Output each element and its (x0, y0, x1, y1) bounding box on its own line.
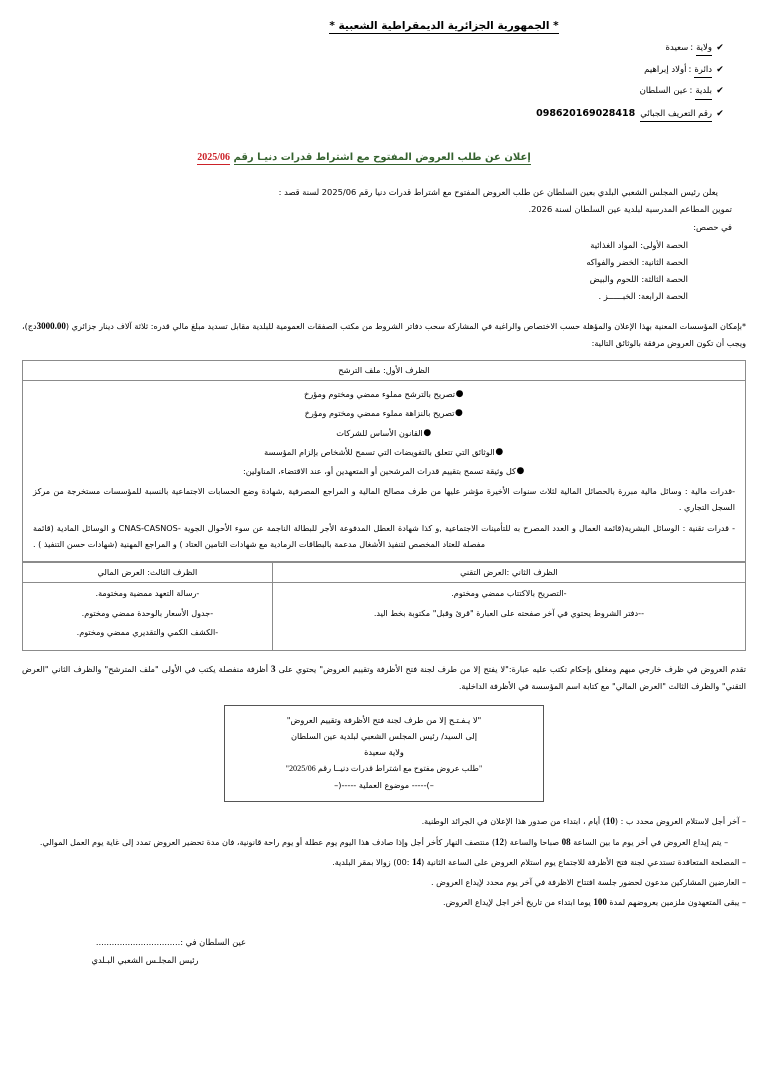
envelope-3-body (23, 583, 273, 651)
final-note-2-num2: 12 (495, 836, 505, 847)
admin-label-baladia: بلدية (695, 85, 712, 99)
envelope-label-box (224, 705, 544, 802)
lot-item-1: الحصة الأولى: المواد الغذائية (590, 240, 688, 251)
bullet-icon: ● (455, 389, 464, 400)
final-note-3-p1: – المصلحة المتعاقدة تستدعي لجنة فتح الأظرفة للاجتماع يوم استلام العروض على الساعة الثانية ( (421, 857, 746, 868)
republic-heading (22, 18, 768, 34)
admin-value-tax-id: 098620169028418 (536, 108, 636, 120)
republic-heading-text: * الجمهورية الجزائرية الديمقراطية الشعبية * (329, 20, 559, 32)
final-note-4 (22, 874, 746, 891)
admin-sep-baladia: : (689, 86, 693, 97)
list-item (29, 465, 739, 478)
envelope-1-requirements (29, 388, 739, 478)
admin-label-wilaya: ولاية (696, 42, 712, 56)
admin-row-tax-id (408, 107, 728, 122)
admin-value-daira: أولاد إبراهيم (644, 64, 687, 75)
final-note-5-p2: يوما ابتداء من تاريخ أخر اجل لإيداع العروض. (443, 897, 594, 908)
final-notes-section (22, 812, 746, 913)
document-header (22, 18, 746, 136)
requirement-text: تصريح بالترشح مملوء ممضي ومختوم ومؤرخ (303, 389, 456, 400)
list-item (29, 427, 739, 440)
submission-note (22, 660, 746, 695)
envelope-2-header: الظرف الثاني :العرض التقني (272, 563, 745, 583)
check-icon: ✔ (716, 109, 724, 120)
table-row (23, 563, 746, 583)
final-note-3-p2: :00) زوالا بمقر البلدية. (332, 857, 413, 868)
envelope-label-line-5: –)----- موضوع العملية -----(– (334, 780, 434, 791)
admin-sep-daira: : (688, 64, 692, 75)
envelope-label-line-2: إلى السيد/ رئيس المجلس الشعبي لبلدية عين السلطان (290, 731, 478, 742)
admin-value-baladia: عين السلطان (639, 86, 688, 97)
submission-note-part-2: أظرفة منفصلة يكتب في الأولى "ملف المترشح" والظرف الثاني "العرض التقني" والظرف الثالث "العرض المالي" مع كتابة اسم المؤسسة في الأظرفة الداخلية. (22, 663, 746, 692)
final-note-5-p1: – يبقى المتعهدون ملزمين بعروضهم لمدة (606, 897, 746, 908)
requirement-text: كل وثيقة تسمح بتقييم قدرات المرشحين أو المتعهدين أو، عند الاقتضاء، المناولين: (243, 465, 516, 476)
administrative-info-list (408, 42, 728, 130)
signature-block (40, 934, 250, 969)
fee-amount: 3000.00 (36, 321, 66, 332)
admin-sep-wilaya: : (690, 43, 694, 53)
final-note-2-p1: – يتم إيداع العروض في أخر يوم ما بين الساعة (570, 836, 729, 847)
intro-line-3: في حصص: (693, 221, 732, 232)
table-row (23, 583, 746, 651)
intro-section (22, 184, 746, 236)
requirement-text: الوثائق التي تتعلق بالتفويضات التي تسمح للأشخاص بإلزام المؤسسة (264, 446, 495, 457)
check-icon: ✔ (716, 43, 724, 53)
envelope-label-line-4: "طلب عروض مفتوح مع اشتراط قدرات دنيــا رقم 2025/06" (285, 763, 483, 773)
final-note-3-num: 14 (412, 857, 422, 868)
final-note-1 (22, 812, 746, 831)
admin-row-wilaya (408, 42, 728, 56)
signature-place-date: عين السلطان في :................................ (95, 937, 246, 948)
envelope-1-body (23, 381, 746, 562)
capacity-technical-text: - قدرات تقنية : الوسائل البشرية(قائمة العمال و العدد المصرح به للتأمينات الاجتماعية ,و كذا شهادة العطل المدفوعة الأجر للبطالة الناجمة عن سوء الأحوال الجوية -CNAS-CASNOS و الوسائل المادية (قائمة مفصلة للعتاد المخصص لتنفيذ الأشغال مدعمة بالبطاقات الرمادية مع شهادات التامين العتاد ) و المراجع المهنية (شهادات حسن التنفيذ ) . (33, 522, 736, 549)
envelope-1-header: الظرف الأول: ملف الترشح (23, 361, 746, 381)
admin-label-tax-id: رقم التعريف الجبائي (640, 108, 712, 122)
bullet-icon: ● (516, 465, 525, 476)
final-note-2 (22, 833, 746, 852)
envelope-3-item-1: -رسالة التعهد ممضية ومختومة. (95, 588, 200, 599)
capacity-financial-text: -قدرات مالية : وسائل مالية مبررة بالحصائل المالية لثلاث سنوات الأخيرة مؤشر عليها من طرف مصالح المالية و المراجع المصرفية ,شهادة وضع الحسابات الاجتماعية بالنسبة للمؤسسات مستخرجة من مركز السجل التجاري . (33, 486, 735, 512)
intro-line-2: تموين المطاعم المدرسية لبلدية عين السلطان لسنة 2026. (528, 204, 732, 215)
final-note-2-p3: ) منتصف النهار كأخر أجل وإذا صادف هذا اليوم يوم عطلة أو يوم راحة قانونية، فان مدة تحضير العروض تمدد إلى غاية يوم العمل الموالي. (39, 836, 496, 847)
signature-role: رئيس المجلـس الشعبي البـلدي (91, 954, 199, 965)
envelope-2-item-1: -التصريح بالاكتتاب ممضي ومختوم. (451, 588, 567, 599)
list-item (29, 388, 739, 401)
envelope-label-wrapper (22, 705, 746, 802)
fee-note (22, 317, 746, 351)
list-item (29, 407, 739, 420)
intro-line-1: يعلن رئيس المجلس الشعبي البلدي بعين السلطان عن طلب العروض المفتوح مع اشتراط قدرات دنيا رقم 2025/06 لسنة قصد : (278, 186, 718, 197)
envelope-label-line-1: "لا يـفـتـح إلا من طرف لجنة فتح الأظرفة وتقييم العروض" (286, 714, 482, 725)
final-note-5-num: 100 (593, 897, 607, 908)
announcement-title-text: إعلان عن طلب العروض المفتوح مع اشتراط قدرات دنيـا رقم (233, 152, 531, 163)
announcement-number: 2025/06 (197, 152, 231, 163)
requirement-text: تصريح بالنزاهة مملوء ممضي ومختوم ومؤرخ (304, 408, 455, 419)
bullet-icon: ● (423, 427, 432, 438)
envelope-2-item-2: --دفتر الشروط يحتوي في آخر صفحته على العبارة "قرئ وقبل" مكتوبة بخط اليد. (373, 607, 645, 618)
admin-row-baladia (408, 85, 728, 99)
bullet-icon: ● (455, 408, 463, 419)
requirement-text: القانون الأساس للشركات (336, 427, 423, 438)
final-note-2-p2: صباحا والساعة ( (504, 836, 562, 847)
final-note-2-num: 08 (561, 836, 571, 847)
check-icon: ✔ (716, 86, 724, 97)
envelope-3-item-2: -جدول الأسعار بالوحدة ممضي ومختوم. (81, 607, 214, 618)
lots-list (22, 237, 746, 305)
envelope-1-table (22, 360, 746, 562)
bullet-icon: ● (495, 446, 504, 457)
envelope-2-3-table (22, 562, 746, 650)
envelope-3-item-3: -الكشف الكمي والتقديري ممضي ومختوم. (76, 627, 219, 638)
envelope-2-body (272, 583, 745, 651)
admin-value-wilaya: سعيدة (665, 43, 689, 53)
list-item (29, 446, 739, 459)
final-note-5 (22, 893, 746, 912)
lot-item-3: الحصة الثالثة: اللحوم والبيض (589, 274, 688, 285)
final-note-4-p1: – العارضين المشاركين مدعون لحضور جلسة افتتاح الاظرفة في آخر يوم محدد لإيداع العروض . (431, 877, 746, 888)
final-note-1-p1: – آخر أجل لاستلام العروض محدد ب : ( (614, 815, 746, 826)
submission-envelope-count: 3 (271, 663, 276, 674)
table-row (23, 381, 746, 562)
submission-note-part-1: تقدم العروض في ظرف خارجي مبهم ومغلق بإحكام تكتب عليه عبارة:"لا يفتح إلا من طرف لجنة فتح الأظرفة وتقييم العروض" يحتوي على (275, 663, 747, 674)
lot-item-2: الحصة الثانية: الخضر والفواكه (586, 257, 688, 268)
check-icon: ✔ (716, 64, 724, 75)
admin-row-daira (408, 64, 728, 78)
final-note-3 (22, 853, 746, 872)
table-row (23, 361, 746, 381)
lot-item-4: الحصة الرابعة: الخبــــــز . (598, 291, 688, 302)
fee-note-part-2: دج)، ويجب أن تكون العروض مرفقة بالوثائق التالية: (22, 321, 746, 349)
admin-label-daira: دائرة (694, 64, 712, 78)
envelope-3-header: الظرف الثالث: العرض المالي (23, 563, 273, 583)
announcement-title (22, 150, 746, 166)
fee-note-part-1: *بإمكان المؤسسات المعنية بهذا الإعلان والمؤهلة حسب الاختصاص والراغبة في المشاركة سحب دفاتر الشروط من مكتب الصفقات العمومية للبلدية مقابل تسديد مبلغ مالي قدره: ثلاثة آلاف دينار جزائري ( (65, 321, 746, 332)
final-note-1-num: 10 (605, 815, 615, 826)
final-note-1-p2: ) أيام ، ابتداء من صدور هذا الإعلان في الجرائد الوطنية. (421, 815, 606, 826)
envelope-label-line-3: ولاية سعيدة (364, 747, 404, 758)
